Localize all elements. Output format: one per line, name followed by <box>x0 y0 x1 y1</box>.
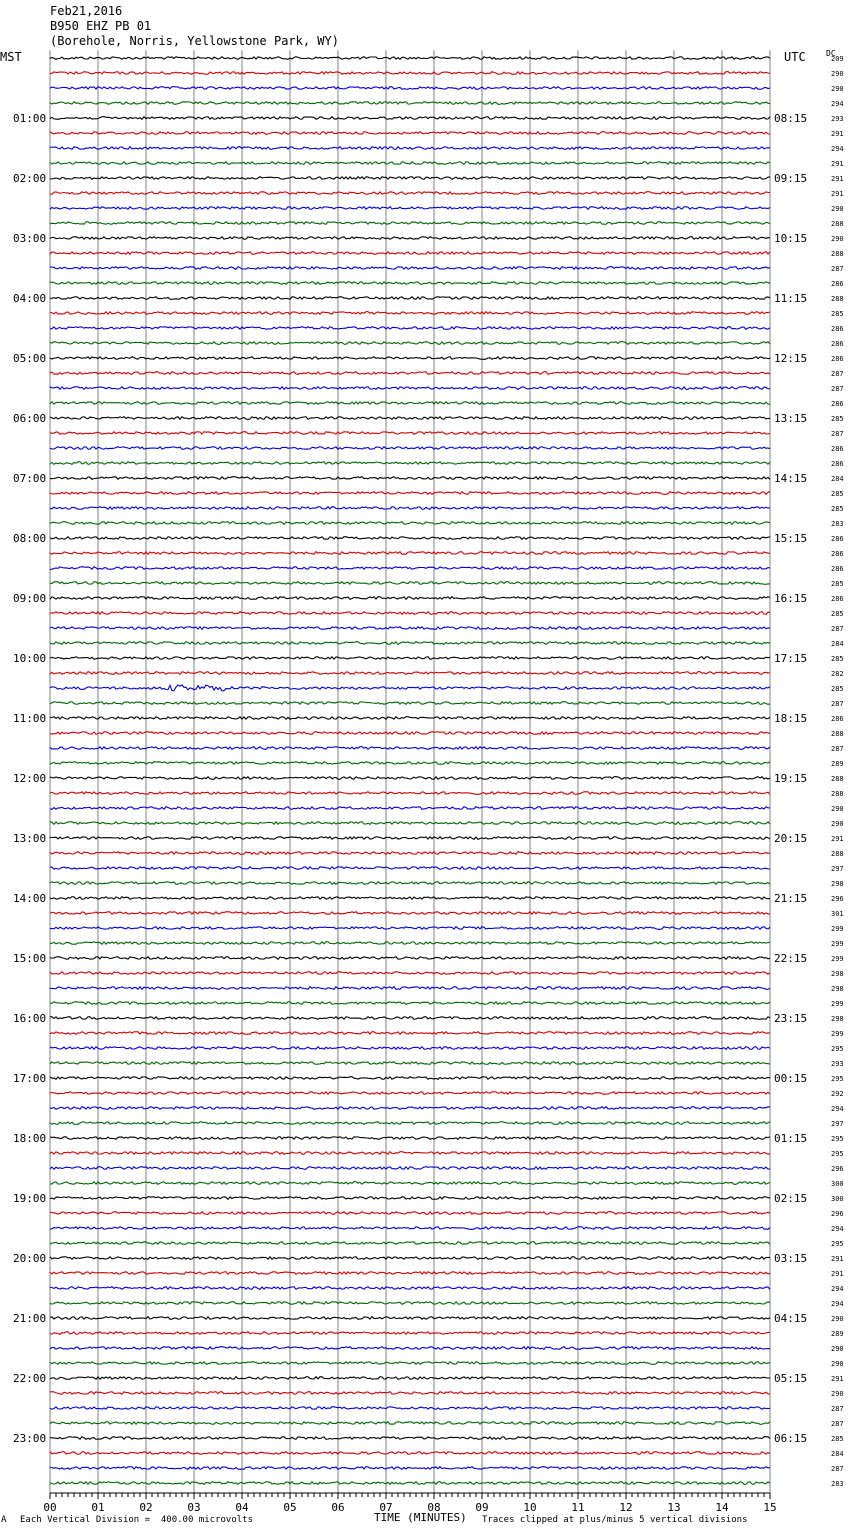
mst-hour-label: 13:00 <box>13 832 47 845</box>
dc-offset-label: 283 <box>831 1480 844 1488</box>
mst-hour-label: 21:00 <box>13 1312 47 1325</box>
dc-offset-label: 285 <box>831 310 844 318</box>
utc-hour-label: 20:15 <box>774 832 808 845</box>
x-tick-label: 13 <box>667 1501 681 1514</box>
utc-hour-label: 16:15 <box>774 592 808 605</box>
x-tick-label: 00 <box>43 1501 57 1514</box>
x-tick-label: 06 <box>331 1501 345 1514</box>
trace-row <box>50 672 770 675</box>
trace-row <box>50 1062 770 1065</box>
dc-offset-label: 286 <box>831 445 844 453</box>
trace-row <box>50 1317 770 1320</box>
dc-offset-label: 285 <box>831 490 844 498</box>
dc-offset-label: 284 <box>831 475 844 483</box>
dc-offset-label: 291 <box>831 190 844 198</box>
trace-row <box>50 1392 770 1395</box>
utc-hour-label: 23:15 <box>774 1012 808 1025</box>
mst-hour-label: 04:00 <box>13 292 47 305</box>
trace-row <box>50 657 770 660</box>
dc-offset-label: 290 <box>831 1345 844 1353</box>
dc-offset-label: 291 <box>831 160 844 168</box>
utc-hour-label: 10:15 <box>774 232 808 245</box>
trace-row <box>50 447 770 450</box>
trace-row <box>50 252 770 255</box>
trace-row <box>50 537 770 540</box>
dc-offset-label: 286 <box>831 715 844 723</box>
dc-offset-label: 296 <box>831 895 844 903</box>
dc-offset-label: 295 <box>831 1135 844 1143</box>
dc-offset-label: 285 <box>831 505 844 513</box>
dc-offset-label: 299 <box>831 1030 844 1038</box>
trace-row <box>50 1422 770 1425</box>
x-tick-label: 10 <box>523 1501 537 1514</box>
dc-offset-label: 287 <box>831 1420 844 1428</box>
trace-row <box>50 357 770 360</box>
dc-offset-label: 290 <box>831 1390 844 1398</box>
trace-row <box>50 507 770 510</box>
utc-hour-label: 04:15 <box>774 1312 808 1325</box>
dc-offset-label: 289 <box>831 760 844 768</box>
trace-row <box>50 1212 770 1215</box>
utc-hour-label: 17:15 <box>774 652 808 665</box>
utc-hour-label: 09:15 <box>774 172 808 185</box>
trace-row <box>50 1137 770 1140</box>
trace-row <box>50 1197 770 1200</box>
dc-label: DC <box>826 49 836 58</box>
dc-offset-label: 294 <box>831 1225 844 1233</box>
trace-row <box>50 342 770 345</box>
trace-row <box>50 132 770 135</box>
dc-offset-label: 290 <box>831 235 844 243</box>
trace-row <box>50 987 770 990</box>
dc-offset-label: 301 <box>831 910 844 918</box>
trace-row <box>50 327 770 330</box>
dc-offset-label: 296 <box>831 1165 844 1173</box>
dc-offset-label: 290 <box>831 820 844 828</box>
x-tick-label: 12 <box>619 1501 633 1514</box>
trace-row <box>50 732 770 735</box>
trace-row <box>50 462 770 465</box>
dc-offset-label: 285 <box>831 1435 844 1443</box>
trace-row <box>50 1017 770 1020</box>
dc-offset-label: 288 <box>831 790 844 798</box>
trace-row <box>50 567 770 570</box>
dc-offset-label: 287 <box>831 265 844 273</box>
mst-hour-label: 23:00 <box>13 1432 47 1445</box>
trace-row <box>50 177 770 180</box>
x-tick-label: 01 <box>91 1501 105 1514</box>
trace-row <box>50 612 770 615</box>
trace-row <box>50 957 770 960</box>
dc-offset-label: 291 <box>831 175 844 183</box>
trace-row <box>50 372 770 375</box>
dc-offset-label: 286 <box>831 460 844 468</box>
dc-offset-label: 290 <box>831 1360 844 1368</box>
mst-hour-label: 16:00 <box>13 1012 47 1025</box>
dc-offset-label: 297 <box>831 865 844 873</box>
dc-offset-label: 282 <box>831 670 844 678</box>
trace-row <box>50 1077 770 1080</box>
dc-offset-label: 287 <box>831 745 844 753</box>
dc-offset-label: 283 <box>831 520 844 528</box>
trace-row <box>50 1407 770 1410</box>
trace-row <box>50 942 770 945</box>
x-tick-label: 15 <box>763 1501 777 1514</box>
dc-offset-label: 291 <box>831 1375 844 1383</box>
trace-row <box>50 1047 770 1050</box>
dc-offset-label: 286 <box>831 325 844 333</box>
dc-offset-label: 285 <box>831 415 844 423</box>
dc-offset-label: 286 <box>831 535 844 543</box>
footer-mark: A <box>1 1515 7 1525</box>
trace-row <box>50 927 770 930</box>
dc-offset-label: 287 <box>831 625 844 633</box>
trace-row <box>50 237 770 240</box>
trace-row <box>50 642 770 645</box>
dc-offset-label: 298 <box>831 985 844 993</box>
utc-hour-label: 12:15 <box>774 352 808 365</box>
mst-hour-label: 06:00 <box>13 412 47 425</box>
dc-offset-label: 287 <box>831 1405 844 1413</box>
dc-offset-label: 288 <box>831 295 844 303</box>
footer-scale: Each Vertical Division = 400.00 microvolts <box>20 1515 253 1525</box>
dc-offset-label: 291 <box>831 1270 844 1278</box>
utc-hour-label: 08:15 <box>774 112 808 125</box>
utc-hour-label: 02:15 <box>774 1192 808 1205</box>
dc-offset-label: 298 <box>831 1015 844 1023</box>
trace-row <box>50 627 770 630</box>
x-tick-label: 08 <box>427 1501 441 1514</box>
utc-hour-label: 11:15 <box>774 292 808 305</box>
dc-offset-label: 299 <box>831 940 844 948</box>
mst-hour-label: 15:00 <box>13 952 47 965</box>
trace-row <box>50 297 770 300</box>
trace-row <box>50 1467 770 1470</box>
dc-offset-label: 295 <box>831 1045 844 1053</box>
x-tick-label: 05 <box>283 1501 297 1514</box>
mst-hour-label: 02:00 <box>13 172 47 185</box>
dc-offset-label: 285 <box>831 685 844 693</box>
dc-offset-label: 286 <box>831 550 844 558</box>
trace-row <box>50 207 770 210</box>
trace-row <box>50 867 770 870</box>
utc-hour-label: 19:15 <box>774 772 808 785</box>
trace-row <box>50 1257 770 1260</box>
dc-offset-label: 286 <box>831 280 844 288</box>
x-tick-label: 02 <box>139 1501 153 1514</box>
utc-hour-label: 03:15 <box>774 1252 808 1265</box>
dc-offset-label: 290 <box>831 205 844 213</box>
mst-hour-label: 19:00 <box>13 1192 47 1205</box>
dc-offset-label: 300 <box>831 1180 844 1188</box>
header-station: B950 EHZ PB 01 <box>50 19 152 33</box>
trace-row <box>50 1437 770 1440</box>
header-date: Feb21,2016 <box>50 4 123 18</box>
trace-row <box>50 837 770 840</box>
dc-offset-label: 296 <box>831 1210 844 1218</box>
trace-row <box>50 972 770 975</box>
dc-offset-label: 292 <box>831 1090 844 1098</box>
trace-row <box>50 1002 770 1005</box>
trace-row <box>50 1122 770 1125</box>
trace-row <box>50 192 770 195</box>
utc-hour-label: 05:15 <box>774 1372 808 1385</box>
utc-hour-label: 15:15 <box>774 532 808 545</box>
trace-row <box>50 1272 770 1275</box>
dc-offset-label: 299 <box>831 925 844 933</box>
utc-label: UTC <box>784 50 806 64</box>
trace-row <box>50 747 770 750</box>
dc-offset-label: 284 <box>831 1450 844 1458</box>
trace-row <box>50 1092 770 1095</box>
dc-offset-label: 290 <box>831 1315 844 1323</box>
trace-row <box>50 792 770 795</box>
dc-offset-label: 287 <box>831 370 844 378</box>
x-tick-label: 11 <box>571 1501 585 1514</box>
x-tick-label: 07 <box>379 1501 393 1514</box>
trace-row <box>50 1362 770 1365</box>
trace-row <box>50 267 770 270</box>
trace-row <box>50 1107 770 1110</box>
dc-offset-label: 287 <box>831 700 844 708</box>
trace-row <box>50 1032 770 1035</box>
trace-row <box>50 387 770 390</box>
dc-offset-label: 288 <box>831 250 844 258</box>
trace-row <box>50 1227 770 1230</box>
dc-offset-label: 295 <box>831 1240 844 1248</box>
utc-hour-label: 22:15 <box>774 952 808 965</box>
trace-row <box>50 852 770 855</box>
mst-hour-label: 08:00 <box>13 532 47 545</box>
trace-row <box>50 762 770 765</box>
trace-row <box>50 117 770 120</box>
trace-row <box>50 402 770 405</box>
trace-row <box>50 1302 770 1305</box>
mst-label: MST <box>0 50 22 64</box>
dc-offset-label: 285 <box>831 610 844 618</box>
trace-row <box>50 147 770 150</box>
trace-row <box>50 312 770 315</box>
trace-row <box>50 1482 770 1485</box>
utc-hour-label: 13:15 <box>774 412 808 425</box>
trace-row <box>50 882 770 885</box>
trace-row <box>50 597 770 600</box>
utc-hour-label: 00:15 <box>774 1072 808 1085</box>
dc-offset-label: 287 <box>831 1465 844 1473</box>
trace-row <box>50 417 770 420</box>
dc-offset-label: 299 <box>831 1000 844 1008</box>
x-tick-label: 14 <box>715 1501 729 1514</box>
trace-row <box>50 1377 770 1380</box>
dc-offset-label: 298 <box>831 880 844 888</box>
trace-row <box>50 1452 770 1455</box>
dc-offset-label: 290 <box>831 85 844 93</box>
trace-row <box>50 822 770 825</box>
dc-offset-label: 293 <box>831 115 844 123</box>
dc-offset-label: 290 <box>831 70 844 78</box>
trace-row <box>50 702 770 705</box>
dc-offset-label: 289 <box>831 1330 844 1338</box>
trace-row <box>50 522 770 525</box>
trace-row <box>50 552 770 555</box>
x-tick-label: 04 <box>235 1501 249 1514</box>
mst-hour-label: 09:00 <box>13 592 47 605</box>
trace-row <box>50 222 770 225</box>
x-tick-label: 03 <box>187 1501 201 1514</box>
mst-hour-label: 17:00 <box>13 1072 47 1085</box>
mst-hour-label: 22:00 <box>13 1372 47 1385</box>
dc-offset-label: 288 <box>831 730 844 738</box>
dc-offset-label: 286 <box>831 355 844 363</box>
dc-offset-label: 291 <box>831 130 844 138</box>
dc-offset-label: 286 <box>831 340 844 348</box>
header-location: (Borehole, Norris, Yellowstone Park, WY) <box>50 34 339 48</box>
footer-clip-note: Traces clipped at plus/minus 5 vertical divisions <box>482 1515 748 1525</box>
dc-offset-label: 287 <box>831 385 844 393</box>
dc-offset-label: 284 <box>831 640 844 648</box>
trace-row <box>50 162 770 165</box>
trace-row <box>50 897 770 900</box>
dc-offset-label: 291 <box>831 1255 844 1263</box>
footer-xlabel: TIME (MINUTES) <box>374 1511 467 1524</box>
dc-offset-label: 285 <box>831 580 844 588</box>
dc-offset-label: 286 <box>831 565 844 573</box>
dc-offset-label: 295 <box>831 1075 844 1083</box>
trace-row <box>50 1152 770 1155</box>
trace-row <box>50 87 770 90</box>
trace-row <box>50 57 770 60</box>
dc-offset-label: 294 <box>831 1285 844 1293</box>
mst-hour-label: 20:00 <box>13 1252 47 1265</box>
trace-row <box>50 282 770 285</box>
mst-hour-label: 10:00 <box>13 652 47 665</box>
trace-row <box>50 912 770 915</box>
trace-row <box>50 685 770 691</box>
dc-offset-label: 294 <box>831 145 844 153</box>
trace-row <box>50 1167 770 1170</box>
dc-offset-label: 300 <box>831 1195 844 1203</box>
dc-offset-label: 297 <box>831 1120 844 1128</box>
trace-row <box>50 477 770 480</box>
utc-hour-label: 18:15 <box>774 712 808 725</box>
trace-row <box>50 72 770 75</box>
mst-hour-label: 07:00 <box>13 472 47 485</box>
mst-hour-label: 05:00 <box>13 352 47 365</box>
dc-offset-label: 295 <box>831 1150 844 1158</box>
dc-offset-label: 299 <box>831 955 844 963</box>
trace-row <box>50 1182 770 1185</box>
x-tick-label: 09 <box>475 1501 489 1514</box>
utc-hour-label: 21:15 <box>774 892 808 905</box>
dc-offset-label: 286 <box>831 595 844 603</box>
dc-offset-label: 298 <box>831 970 844 978</box>
mst-hour-label: 03:00 <box>13 232 47 245</box>
dc-offset-label: 294 <box>831 1300 844 1308</box>
dc-offset-label: 287 <box>831 430 844 438</box>
trace-row <box>50 492 770 495</box>
mst-hour-label: 11:00 <box>13 712 47 725</box>
trace-row <box>50 102 770 105</box>
utc-hour-label: 14:15 <box>774 472 808 485</box>
trace-row <box>50 717 770 720</box>
trace-row <box>50 807 770 810</box>
dc-offset-label: 286 <box>831 400 844 408</box>
mst-hour-label: 01:00 <box>13 112 47 125</box>
dc-offset-label: 288 <box>831 775 844 783</box>
mst-hour-label: 18:00 <box>13 1132 47 1145</box>
trace-row <box>50 1287 770 1290</box>
dc-offset-label: 288 <box>831 220 844 228</box>
dc-offset-label: 294 <box>831 100 844 108</box>
dc-offset-label: 290 <box>831 805 844 813</box>
mst-hour-label: 14:00 <box>13 892 47 905</box>
dc-offset-label: 288 <box>831 850 844 858</box>
trace-row <box>50 582 770 585</box>
utc-hour-label: 01:15 <box>774 1132 808 1145</box>
dc-offset-label: 285 <box>831 655 844 663</box>
dc-offset-label: 209 <box>831 55 844 63</box>
trace-row <box>50 777 770 780</box>
dc-offset-label: 291 <box>831 835 844 843</box>
trace-row <box>50 1242 770 1245</box>
dc-offset-label: 294 <box>831 1105 844 1113</box>
trace-row <box>50 1347 770 1350</box>
mst-hour-label: 12:00 <box>13 772 47 785</box>
dc-offset-label: 293 <box>831 1060 844 1068</box>
utc-hour-label: 06:15 <box>774 1432 808 1445</box>
trace-row <box>50 432 770 435</box>
trace-row <box>50 1332 770 1335</box>
